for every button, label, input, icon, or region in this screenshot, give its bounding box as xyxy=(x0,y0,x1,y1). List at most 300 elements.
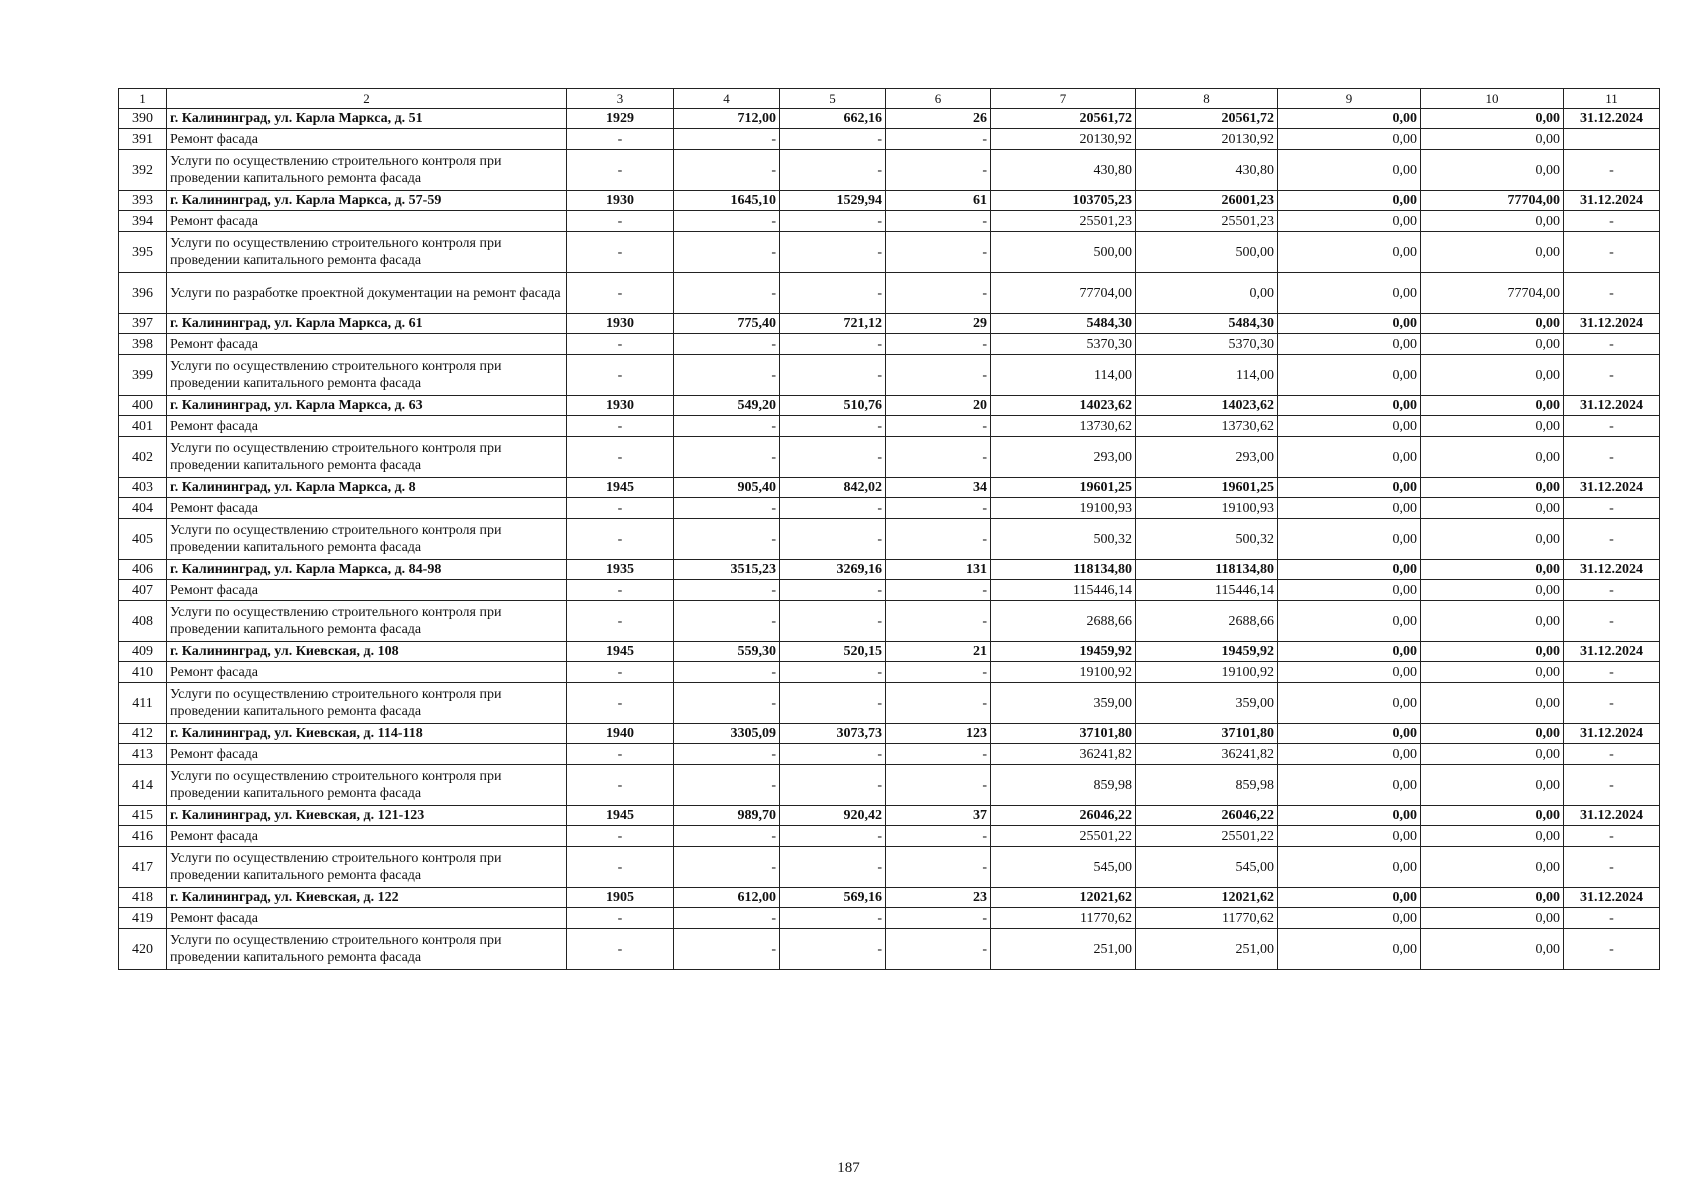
table-cell: 842,02 xyxy=(780,478,886,498)
table-cell: 20 xyxy=(886,396,991,416)
table-cell: - xyxy=(780,437,886,478)
table-cell: 3515,23 xyxy=(674,560,780,580)
table-cell: - xyxy=(886,498,991,519)
table-cell: 0,00 xyxy=(1278,806,1421,826)
table-cell: - xyxy=(1564,232,1660,273)
table-cell: 1930 xyxy=(567,191,674,211)
table-cell: 5370,30 xyxy=(991,334,1136,355)
table-cell: 920,42 xyxy=(780,806,886,826)
work-item-row xyxy=(119,847,1660,888)
table-cell: Ремонт фасада xyxy=(167,662,567,683)
table-cell: Ремонт фасада xyxy=(167,498,567,519)
table-cell: - xyxy=(1564,211,1660,232)
table-cell: 0,00 xyxy=(1278,191,1421,211)
table-cell: г. Калининград, ул. Киевская, д. 122 xyxy=(167,888,567,908)
table-cell xyxy=(1564,129,1660,150)
address-row xyxy=(119,478,1660,498)
work-item-row xyxy=(119,129,1660,150)
table-cell: 391 xyxy=(119,129,167,150)
table-cell: 403 xyxy=(119,478,167,498)
table-cell: - xyxy=(780,211,886,232)
table-cell: 0,00 xyxy=(1278,724,1421,744)
table-cell: Ремонт фасада xyxy=(167,416,567,437)
table-cell: 77704,00 xyxy=(1421,191,1564,211)
table-cell: Услуги по осуществлению строительного контроля при проведении капитального ремонта фасада xyxy=(167,232,567,273)
table-cell: 0,00 xyxy=(1278,129,1421,150)
work-item-row xyxy=(119,211,1660,232)
table-cell: - xyxy=(567,129,674,150)
table-cell: 419 xyxy=(119,908,167,929)
work-item-row xyxy=(119,580,1660,601)
table-cell: - xyxy=(674,150,780,191)
address-row xyxy=(119,888,1660,908)
table-cell: 1645,10 xyxy=(674,191,780,211)
table-cell: 20561,72 xyxy=(991,109,1136,129)
table-cell: - xyxy=(1564,765,1660,806)
table-cell: 0,00 xyxy=(1278,232,1421,273)
table-cell: 721,12 xyxy=(780,314,886,334)
table-cell: - xyxy=(780,847,886,888)
table-cell: - xyxy=(1564,355,1660,396)
table-cell: 5484,30 xyxy=(1136,314,1278,334)
column-header: 7 xyxy=(991,89,1136,109)
table-cell: 3073,73 xyxy=(780,724,886,744)
table-cell: 31.12.2024 xyxy=(1564,724,1660,744)
table-cell: - xyxy=(674,929,780,970)
table-cell: 0,00 xyxy=(1421,580,1564,601)
table-cell: 1945 xyxy=(567,806,674,826)
table-cell: - xyxy=(674,416,780,437)
table-cell: - xyxy=(780,150,886,191)
table-cell: г. Калининград, ул. Киевская, д. 114-118 xyxy=(167,724,567,744)
table-cell: Услуги по осуществлению строительного контроля при проведении капитального ремонта фасада xyxy=(167,765,567,806)
table-cell: 415 xyxy=(119,806,167,826)
table-cell: 19459,92 xyxy=(1136,642,1278,662)
table-cell: 26001,23 xyxy=(1136,191,1278,211)
table-cell: - xyxy=(567,580,674,601)
table-cell: - xyxy=(674,273,780,314)
column-header: 9 xyxy=(1278,89,1421,109)
table-cell: - xyxy=(1564,334,1660,355)
table-cell: 395 xyxy=(119,232,167,273)
table-cell: - xyxy=(780,662,886,683)
table-cell: - xyxy=(674,211,780,232)
work-item-row xyxy=(119,355,1660,396)
table-cell: 251,00 xyxy=(1136,929,1278,970)
table-cell: 411 xyxy=(119,683,167,724)
table-cell: 77704,00 xyxy=(1421,273,1564,314)
table-cell: - xyxy=(674,601,780,642)
table-cell: 0,00 xyxy=(1421,314,1564,334)
column-header: 3 xyxy=(567,89,674,109)
table-cell: 19100,93 xyxy=(991,498,1136,519)
table-cell: 0,00 xyxy=(1278,826,1421,847)
table-cell: 549,20 xyxy=(674,396,780,416)
table-cell: г. Калининград, ул. Карла Маркса, д. 84-98 xyxy=(167,560,567,580)
table-cell: 0,00 xyxy=(1421,232,1564,273)
table-cell: 859,98 xyxy=(991,765,1136,806)
table-cell: 0,00 xyxy=(1421,334,1564,355)
table-cell: 118134,80 xyxy=(1136,560,1278,580)
table-cell: Услуги по осуществлению строительного контроля при проведении капитального ремонта фасада xyxy=(167,683,567,724)
table-cell: 19100,92 xyxy=(1136,662,1278,683)
address-row xyxy=(119,109,1660,129)
table-cell: 612,00 xyxy=(674,888,780,908)
table-cell: 0,00 xyxy=(1278,642,1421,662)
table-cell: 0,00 xyxy=(1421,724,1564,744)
table-cell: 409 xyxy=(119,642,167,662)
table-cell: - xyxy=(780,929,886,970)
data-table xyxy=(118,88,1660,970)
table-cell: 0,00 xyxy=(1278,396,1421,416)
table-cell: Услуги по осуществлению строительного контроля при проведении капитального ремонта фасада xyxy=(167,847,567,888)
table-cell: 500,32 xyxy=(991,519,1136,560)
table-cell: 31.12.2024 xyxy=(1564,314,1660,334)
table-cell: 31.12.2024 xyxy=(1564,642,1660,662)
table-cell: - xyxy=(674,498,780,519)
table-cell: 19459,92 xyxy=(991,642,1136,662)
table-cell: Ремонт фасада xyxy=(167,826,567,847)
table-cell: 123 xyxy=(886,724,991,744)
table-cell: 400 xyxy=(119,396,167,416)
work-item-row xyxy=(119,908,1660,929)
table-cell: - xyxy=(886,744,991,765)
table-cell: - xyxy=(674,765,780,806)
table-cell: - xyxy=(567,929,674,970)
table-cell: 1930 xyxy=(567,396,674,416)
table-cell: 393 xyxy=(119,191,167,211)
table-cell: 114,00 xyxy=(1136,355,1278,396)
table-cell: - xyxy=(886,150,991,191)
table-cell: 398 xyxy=(119,334,167,355)
table-cell: г. Калининград, ул. Киевская, д. 121-123 xyxy=(167,806,567,826)
table-cell: - xyxy=(567,150,674,191)
work-item-row xyxy=(119,683,1660,724)
table-cell: 11770,62 xyxy=(991,908,1136,929)
table-cell: г. Калининград, ул. Карла Маркса, д. 8 xyxy=(167,478,567,498)
work-item-row xyxy=(119,334,1660,355)
table-cell: 103705,23 xyxy=(991,191,1136,211)
address-row xyxy=(119,560,1660,580)
address-row xyxy=(119,191,1660,211)
table-body xyxy=(119,89,1660,970)
table-cell: - xyxy=(886,416,991,437)
table-cell: 19601,25 xyxy=(991,478,1136,498)
column-header: 5 xyxy=(780,89,886,109)
table-cell: 1930 xyxy=(567,314,674,334)
work-item-row xyxy=(119,744,1660,765)
table-cell: 989,70 xyxy=(674,806,780,826)
table-cell: 31.12.2024 xyxy=(1564,191,1660,211)
table-cell: - xyxy=(1564,683,1660,724)
table-cell: - xyxy=(674,847,780,888)
table-cell: 410 xyxy=(119,662,167,683)
table-cell: 2688,66 xyxy=(991,601,1136,642)
table-cell: - xyxy=(1564,662,1660,683)
address-row xyxy=(119,396,1660,416)
table-cell: 0,00 xyxy=(1278,744,1421,765)
table-cell: 1529,94 xyxy=(780,191,886,211)
table-cell: 545,00 xyxy=(1136,847,1278,888)
table-cell: 19100,93 xyxy=(1136,498,1278,519)
work-item-row xyxy=(119,826,1660,847)
table-cell: 412 xyxy=(119,724,167,744)
table-cell: - xyxy=(674,580,780,601)
table-cell: Услуги по осуществлению строительного контроля при проведении капитального ремонта фасада xyxy=(167,929,567,970)
table-cell: 37101,80 xyxy=(1136,724,1278,744)
table-cell: 12021,62 xyxy=(991,888,1136,908)
table-cell: 19100,92 xyxy=(991,662,1136,683)
table-cell: 500,32 xyxy=(1136,519,1278,560)
table-cell: - xyxy=(567,908,674,929)
table-cell: - xyxy=(674,437,780,478)
table-cell: - xyxy=(886,580,991,601)
table-cell: 414 xyxy=(119,765,167,806)
table-cell: 0,00 xyxy=(1421,744,1564,765)
table-cell: 1945 xyxy=(567,642,674,662)
table-cell: 0,00 xyxy=(1421,642,1564,662)
table-cell: Ремонт фасада xyxy=(167,129,567,150)
table-cell: - xyxy=(674,908,780,929)
table-cell: - xyxy=(674,662,780,683)
table-cell: 0,00 xyxy=(1421,683,1564,724)
table-cell: 0,00 xyxy=(1278,437,1421,478)
table-cell: - xyxy=(567,273,674,314)
table-cell: 0,00 xyxy=(1278,908,1421,929)
table-cell: 0,00 xyxy=(1278,109,1421,129)
table-cell: 401 xyxy=(119,416,167,437)
table-cell: 1945 xyxy=(567,478,674,498)
table-cell: - xyxy=(780,744,886,765)
table-cell: - xyxy=(886,232,991,273)
table-cell: 26 xyxy=(886,109,991,129)
table-cell: - xyxy=(780,765,886,806)
table-cell: 37101,80 xyxy=(991,724,1136,744)
table-cell: 0,00 xyxy=(1278,888,1421,908)
table-cell: - xyxy=(780,683,886,724)
table-cell: 0,00 xyxy=(1421,129,1564,150)
work-item-row xyxy=(119,437,1660,478)
table-cell: - xyxy=(674,232,780,273)
table-cell: - xyxy=(674,355,780,396)
table-cell: 396 xyxy=(119,273,167,314)
table-cell: 19601,25 xyxy=(1136,478,1278,498)
table-cell: - xyxy=(780,826,886,847)
table-cell: Услуги по разработке проектной документации на ремонт фасада xyxy=(167,273,567,314)
table-cell: 0,00 xyxy=(1421,888,1564,908)
table-cell: - xyxy=(567,232,674,273)
table-cell: 569,16 xyxy=(780,888,886,908)
table-cell: 61 xyxy=(886,191,991,211)
table-cell: - xyxy=(674,683,780,724)
table-cell: 251,00 xyxy=(991,929,1136,970)
table-cell: г. Калининград, ул. Карла Маркса, д. 57-59 xyxy=(167,191,567,211)
table-cell: Услуги по осуществлению строительного контроля при проведении капитального ремонта фасада xyxy=(167,355,567,396)
work-item-row xyxy=(119,150,1660,191)
table-cell: 2688,66 xyxy=(1136,601,1278,642)
table-cell: - xyxy=(1564,847,1660,888)
table-cell: - xyxy=(886,211,991,232)
table-cell: 0,00 xyxy=(1421,662,1564,683)
table-cell: - xyxy=(1564,416,1660,437)
table-cell: 0,00 xyxy=(1136,273,1278,314)
table-cell: г. Калининград, ул. Карла Маркса, д. 61 xyxy=(167,314,567,334)
table-cell: 0,00 xyxy=(1421,765,1564,806)
table-cell: - xyxy=(674,744,780,765)
table-cell: - xyxy=(780,498,886,519)
table-cell: - xyxy=(674,334,780,355)
table-cell: - xyxy=(886,334,991,355)
table-cell: - xyxy=(780,416,886,437)
column-header: 10 xyxy=(1421,89,1564,109)
table-cell: 13730,62 xyxy=(1136,416,1278,437)
table-cell: 662,16 xyxy=(780,109,886,129)
work-item-row xyxy=(119,498,1660,519)
table-cell: 1935 xyxy=(567,560,674,580)
table-cell: - xyxy=(1564,744,1660,765)
table-cell: 0,00 xyxy=(1278,580,1421,601)
table-cell: 1940 xyxy=(567,724,674,744)
table-cell: 0,00 xyxy=(1421,847,1564,888)
table-cell: 293,00 xyxy=(991,437,1136,478)
table-cell: - xyxy=(674,519,780,560)
table-cell: 114,00 xyxy=(991,355,1136,396)
table-cell: 5370,30 xyxy=(1136,334,1278,355)
table-cell: 408 xyxy=(119,601,167,642)
table-cell: 31.12.2024 xyxy=(1564,888,1660,908)
table-cell: 0,00 xyxy=(1421,109,1564,129)
table-cell: 0,00 xyxy=(1421,498,1564,519)
table-cell: - xyxy=(886,601,991,642)
table-cell: - xyxy=(1564,437,1660,478)
table-cell: - xyxy=(886,519,991,560)
table-cell: 1929 xyxy=(567,109,674,129)
table-cell: 26046,22 xyxy=(991,806,1136,826)
table-cell: 115446,14 xyxy=(1136,580,1278,601)
table-cell: 36241,82 xyxy=(1136,744,1278,765)
table-cell: 500,00 xyxy=(1136,232,1278,273)
table-cell: - xyxy=(567,847,674,888)
table-cell: 905,40 xyxy=(674,478,780,498)
table-cell: 1905 xyxy=(567,888,674,908)
table-cell: 0,00 xyxy=(1421,806,1564,826)
table-cell: - xyxy=(567,498,674,519)
table-cell: 0,00 xyxy=(1278,519,1421,560)
table-cell: 545,00 xyxy=(991,847,1136,888)
table-cell: 0,00 xyxy=(1421,929,1564,970)
table-cell: - xyxy=(780,273,886,314)
table-cell: - xyxy=(1564,826,1660,847)
table-cell: 0,00 xyxy=(1278,314,1421,334)
table-cell: - xyxy=(674,129,780,150)
table-cell: г. Калининград, ул. Карла Маркса, д. 51 xyxy=(167,109,567,129)
table-cell: 0,00 xyxy=(1421,437,1564,478)
table-cell: - xyxy=(1564,601,1660,642)
table-cell: 0,00 xyxy=(1278,847,1421,888)
table-cell: 559,30 xyxy=(674,642,780,662)
table-cell: 29 xyxy=(886,314,991,334)
table-cell: 359,00 xyxy=(1136,683,1278,724)
table-cell: 0,00 xyxy=(1278,683,1421,724)
table-cell: - xyxy=(567,211,674,232)
table-cell: 0,00 xyxy=(1421,560,1564,580)
address-row xyxy=(119,724,1660,744)
table-cell: 430,80 xyxy=(1136,150,1278,191)
table-cell: Услуги по осуществлению строительного контроля при проведении капитального ремонта фасада xyxy=(167,437,567,478)
table-cell: 0,00 xyxy=(1421,826,1564,847)
table-cell: - xyxy=(567,437,674,478)
table-cell: - xyxy=(567,826,674,847)
table-cell: 0,00 xyxy=(1421,908,1564,929)
table-cell: 0,00 xyxy=(1278,355,1421,396)
table-cell: 402 xyxy=(119,437,167,478)
table-cell: 25501,22 xyxy=(991,826,1136,847)
table-cell: 0,00 xyxy=(1421,396,1564,416)
table-cell: 0,00 xyxy=(1421,211,1564,232)
table-cell: 0,00 xyxy=(1278,662,1421,683)
table-cell: 0,00 xyxy=(1421,478,1564,498)
table-cell: 0,00 xyxy=(1278,273,1421,314)
table-cell: Ремонт фасада xyxy=(167,908,567,929)
table-cell: 0,00 xyxy=(1278,416,1421,437)
table-cell: 406 xyxy=(119,560,167,580)
table-cell: 36241,82 xyxy=(991,744,1136,765)
page-number: 187 xyxy=(837,1160,860,1176)
table-cell: - xyxy=(1564,519,1660,560)
table-cell: - xyxy=(780,334,886,355)
table-cell: 417 xyxy=(119,847,167,888)
address-row xyxy=(119,642,1660,662)
table-cell: - xyxy=(567,662,674,683)
column-header: 2 xyxy=(167,89,567,109)
work-item-row xyxy=(119,416,1660,437)
table-cell: - xyxy=(886,765,991,806)
table-cell: 390 xyxy=(119,109,167,129)
table-cell: 31.12.2024 xyxy=(1564,806,1660,826)
table-cell: 115446,14 xyxy=(991,580,1136,601)
column-header: 11 xyxy=(1564,89,1660,109)
table-cell: - xyxy=(780,355,886,396)
table-cell: - xyxy=(886,683,991,724)
table-cell: 31.12.2024 xyxy=(1564,109,1660,129)
table-cell: 23 xyxy=(886,888,991,908)
table-cell: 25501,23 xyxy=(1136,211,1278,232)
table-cell: 34 xyxy=(886,478,991,498)
table-cell: 0,00 xyxy=(1278,601,1421,642)
table-cell: - xyxy=(567,416,674,437)
work-item-row xyxy=(119,601,1660,642)
table-cell: - xyxy=(886,908,991,929)
address-row xyxy=(119,806,1660,826)
table-cell: 12021,62 xyxy=(1136,888,1278,908)
table-cell: 131 xyxy=(886,560,991,580)
table-cell: - xyxy=(1564,929,1660,970)
table-cell: - xyxy=(1564,273,1660,314)
table-cell: 0,00 xyxy=(1421,416,1564,437)
table-cell: 510,76 xyxy=(780,396,886,416)
table-cell: 404 xyxy=(119,498,167,519)
table-cell: 0,00 xyxy=(1421,355,1564,396)
table-cell: 13730,62 xyxy=(991,416,1136,437)
table-cell: - xyxy=(886,437,991,478)
table-cell: 399 xyxy=(119,355,167,396)
table-cell: - xyxy=(886,273,991,314)
table-cell: 14023,62 xyxy=(1136,396,1278,416)
table-cell: - xyxy=(1564,498,1660,519)
table-cell: 418 xyxy=(119,888,167,908)
table-cell: - xyxy=(674,826,780,847)
table-cell: 0,00 xyxy=(1278,211,1421,232)
